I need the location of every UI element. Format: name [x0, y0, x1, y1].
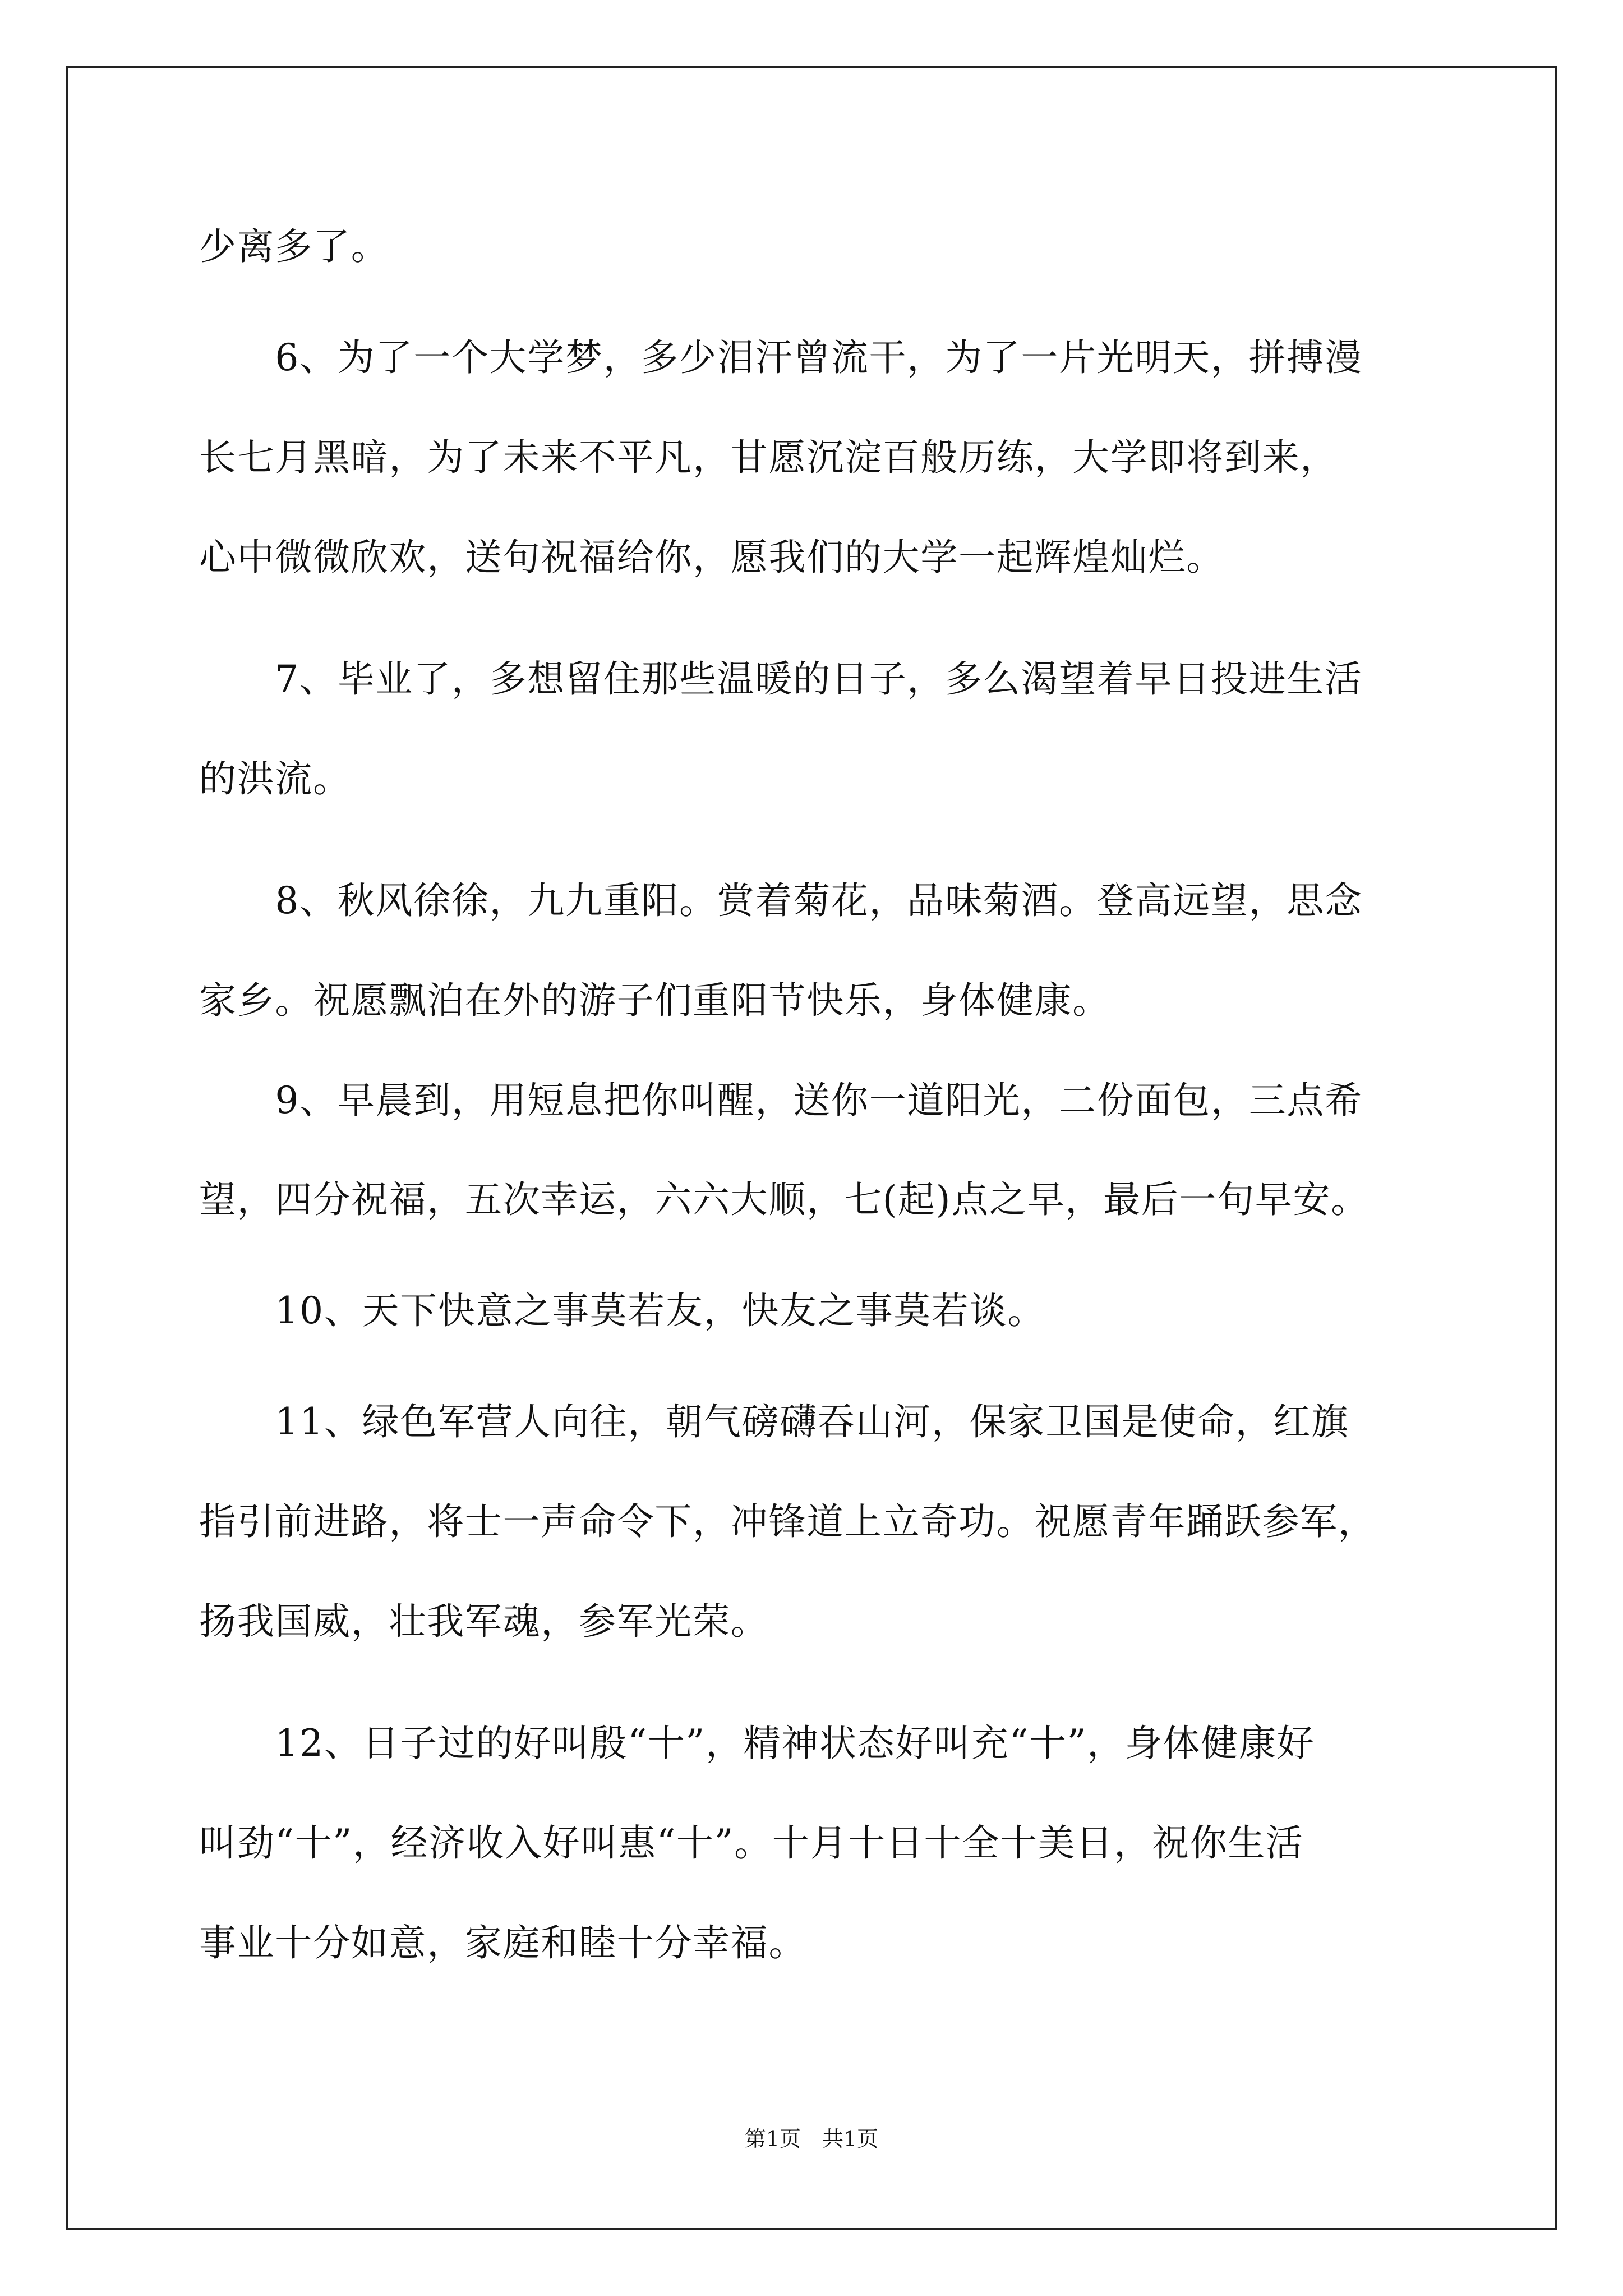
text-line: 7、毕业了，多想留住那些温暖的日子，多么渴望着早日投进生活	[199, 657, 1363, 701]
text-line: 的洪流。	[199, 757, 351, 800]
text-line: 10、天下快意之事莫若友，快友之事莫若谈。	[199, 1289, 1046, 1332]
text-line: 家乡。祝愿飘泊在外的游子们重阳节快乐，身体健康。	[199, 979, 1110, 1022]
text-line: 叫劲“十”，经济收入好叫惠“十”。十月十日十全十美日，祝你生活	[199, 1821, 1304, 1865]
text-line: 9、早晨到，用短息把你叫醒，送你一道阳光，二份面包，三点希	[199, 1079, 1363, 1122]
text-line: 心中微微欣欢，送句祝福给你，愿我们的大学一起辉煌灿烂。	[199, 536, 1224, 579]
text-line: 事业十分如意，家庭和睦十分幸福。	[199, 1921, 807, 1964]
text-line: 少离多了。	[199, 225, 389, 268]
text-line: 望，四分祝福，五次幸运，六六大顺，七(起)点之早，最后一句早安。	[199, 1178, 1369, 1221]
text-line: 6、为了一个大学梦，多少泪汗曾流干，为了一片光明天，拼搏漫	[199, 336, 1363, 379]
text-line: 指引前进路，将士一声命令下，冲锋道上立奇功。祝愿青年踊跃参军，	[199, 1500, 1376, 1543]
text-line: 11、绿色军营人向往，朝气磅礴吞山河，保家卫国是使命，红旗	[199, 1400, 1349, 1443]
page-border	[66, 66, 1557, 2230]
text-line: 扬我国威，壮我军魂，参军光荣。	[199, 1600, 769, 1643]
page-footer: 第1页 共1页	[744, 2127, 879, 2151]
text-line: 12、日子过的好叫殷“十”，精神状态好叫充“十”，身体健康好	[199, 1722, 1315, 1765]
text-line: 长七月黑暗，为了未来不平凡，甘愿沉淀百般历练，大学即将到来，	[199, 436, 1338, 479]
text-line: 8、秋风徐徐，九九重阳。赏着菊花，品味菊酒。登高远望，思念	[199, 879, 1363, 922]
